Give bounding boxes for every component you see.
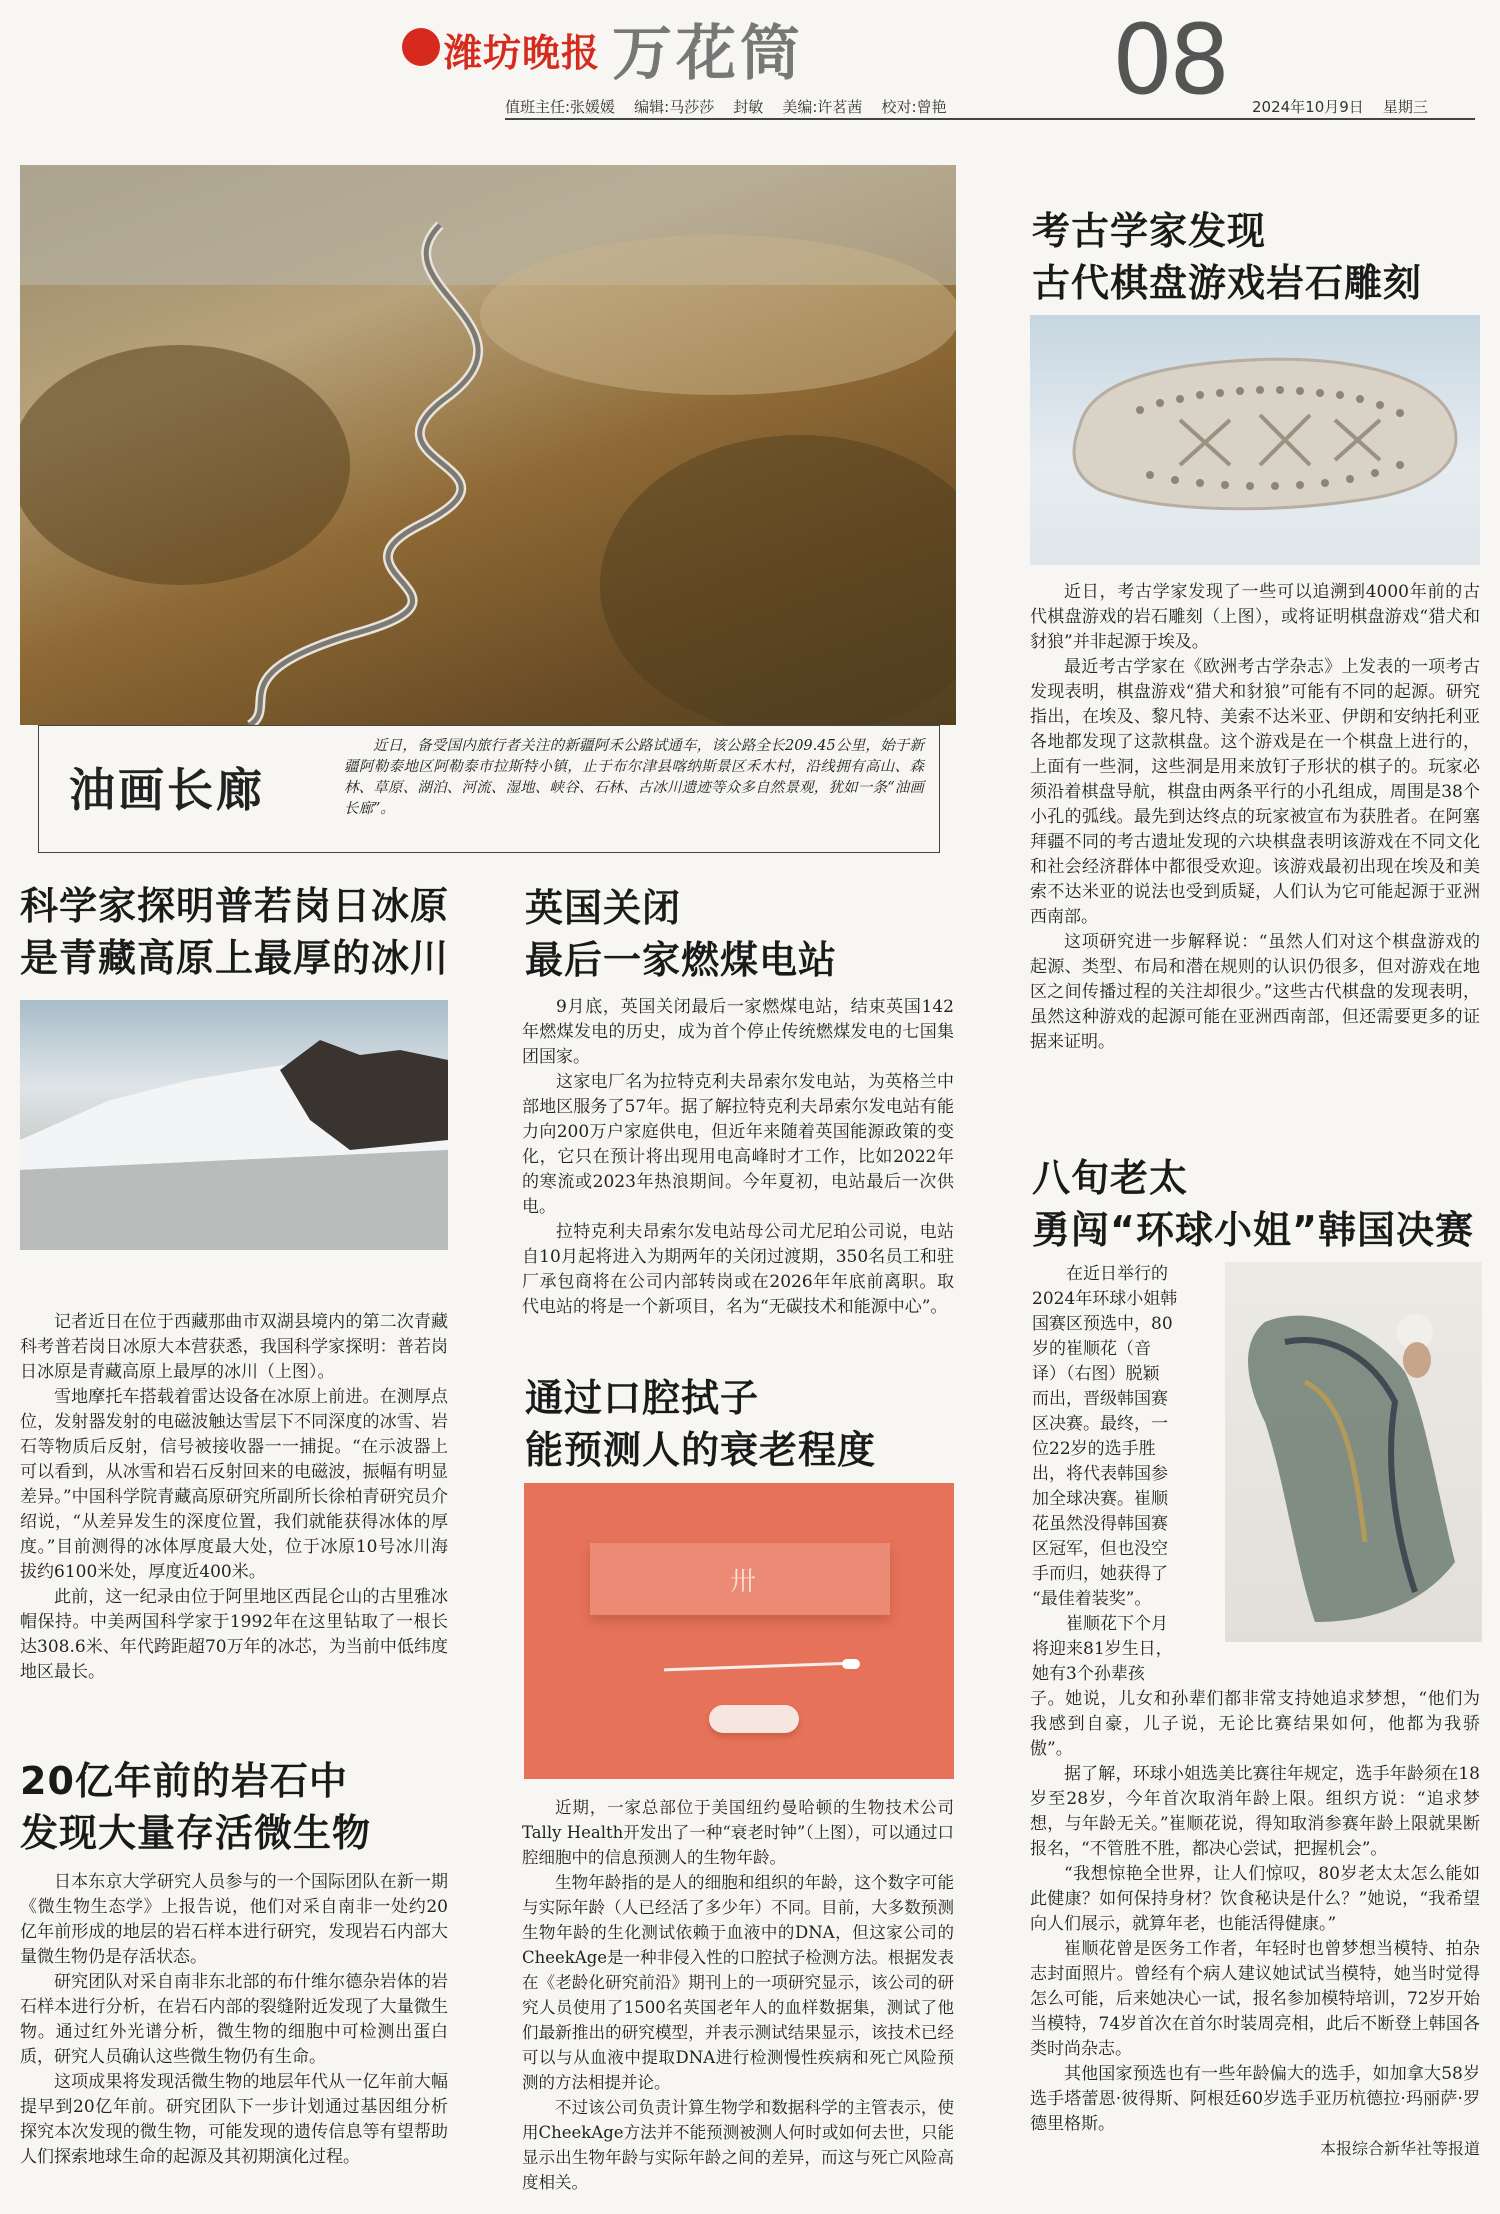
- granny-headline-2: 勇闯“环球小姐”韩国决赛: [1032, 1208, 1474, 1252]
- staff-list: [505, 96, 947, 117]
- granny-credit: 本报综合新华社等报道: [1319, 2139, 1480, 2158]
- glacier-paragraph: 此前，这一纪录由位于阿里地区西昆仑山的古里雅冰帽保持。中美两国科学家于1992年在这里钻取了一根长达308.6米、年代跨距超70万年的冰芯，为当前中低纬度地区最长。: [20, 1587, 448, 1682]
- staff-item: 值班主任:张媛媛: [505, 98, 616, 116]
- granny-lead-line: 出，将代表韩国参: [1032, 1464, 1168, 1484]
- date: 2024年10月9日: [1252, 98, 1364, 116]
- staff-item: 封敏: [733, 98, 764, 116]
- microbes-article: [20, 1755, 452, 1859]
- board-paragraph: 近日，考古学家发现了一些可以追溯到4000年前的古代棋盘游戏的岩石雕刻（上图），或将证明棋盘游戏“猎犬和豺狼”并非起源于埃及。: [1030, 582, 1480, 652]
- coal-paragraph: 9月底，英国关闭最后一家燃煤电站，结束英国142年燃煤发电的历史，成为首个停止传统燃煤发电的七国集团国家。: [522, 997, 954, 1067]
- granny-lead-line: 区冠军，但也没空: [1032, 1539, 1168, 1559]
- feature-caption: 近日，备受国内旅行者关注的新疆阿禾公路试通车，该公路全长209.45公里，始于新疆阿勒泰地区阿勒泰市拉斯特小镇，止于布尔津县喀纳斯景区禾木村，沿线拥有高山、森林、草原、湖泊、河流、湿地、峡谷、石林、古冰川遗迹等众多自然景观，犹如一条“油画长廊”。: [344, 738, 924, 817]
- glacier-paragraph: 雪地摩托车搭载着雷达设备在冰原上前进。在测厚点位，发射器发射的电磁波触达雪层下不同深度的冰雪、岩石等物质后反射，信号被接收器一一捕捉。“在示波器上可以看到，从冰雪和岩石反射回来的电磁波，振幅有明显差异。”中国科学院青藏高原研究所副所长徐柏青研究员介绍说，“从差异发生的深度位置，我们就能获得冰体的厚度。”目前测得的冰体厚度最大处，位于冰原10号冰川海拔约6100米处，厚度近400米。: [20, 1387, 448, 1582]
- microbes-paragraph: 这项成果将发现活微生物的地层年代从一亿年前大幅提早到20亿年前。研究团队下一步计划通过基因组分析探究本次发现的微生物，可能发现的遗传信息等有望帮助人们探索地球生命的起源及其初期演化过程。: [20, 2072, 448, 2167]
- swab-tip: [842, 1659, 860, 1669]
- granny-photo: [1225, 1262, 1482, 1642]
- feature-title: 油画长廊: [69, 763, 265, 817]
- masthead: [0, 0, 1500, 120]
- granny-lead-line: 区决赛。最终，一: [1032, 1414, 1168, 1434]
- microbes-paragraph: 研究团队对采自南非东北部的布什维尔德杂岩体的岩石样本进行分析，在岩石内部的裂缝附近发现了大量微生物。通过红外光谱分析，微生物的细胞中可检测出蛋白质，研究人员确认这些微生物仍有生命。: [20, 1972, 448, 2067]
- glacier-headline-2: 是青藏高原上最厚的冰川: [20, 936, 450, 980]
- glacier-paragraph: 记者近日在位于西藏那曲市双湖县境内的第二次青藏科考普若岗日冰原大本营获悉，我国科学家探明：普若岗日冰原是青藏高原上最厚的冰川（上图）。: [20, 1312, 448, 1382]
- newspaper-logo: 潍坊晚报: [444, 31, 601, 75]
- glacier-graphic: [20, 1000, 448, 1250]
- microbes-body: [20, 1870, 448, 2170]
- granny-lead-line: 手而归，她获得了: [1032, 1564, 1168, 1584]
- granny-lead: [1032, 1262, 1217, 1687]
- glacier-headline-1: 科学家探明普若岗日冰原: [20, 884, 450, 928]
- granny-article: [1032, 1152, 1482, 1256]
- swab-paragraph: 近期，一家总部位于美国纽约曼哈顿的生物技术公司Tally Health开发出了一种“衰老时钟”（上图），可以通过口腔细胞中的信息预测人的生物年龄。: [522, 1798, 954, 1867]
- newspaper-logo-icon: [402, 28, 440, 66]
- granny-lead-line: 在近日举行的: [1066, 1264, 1168, 1284]
- granny-paragraph: 子。她说，儿女和孙辈们都非常支持她追求梦想，“他们为我感到自豪，儿子说，无论比赛结果如何，他都为我骄傲”。: [1030, 1689, 1480, 1759]
- coal-paragraph: 这家电厂名为拉特克利夫昂索尔发电站，为英格兰中部地区服务了57年。据了解拉特克利夫昂索尔发电站有能力向200万户家庭供电，但近年来随着英国能源政策的变化，它只在预计将出现用电高峰时才工作，比如2022年的寒流或2023年热浪期间。今年夏初，电站最后一次供电。: [522, 1072, 954, 1217]
- feature-photo: [20, 165, 956, 725]
- granny-lead-line: 而出，晋级韩国赛: [1032, 1389, 1168, 1409]
- granny-lead-line: 位22岁的选手胜: [1032, 1439, 1156, 1459]
- microbes-headline-2: 发现大量存活微生物: [20, 1811, 372, 1855]
- swab-tube: [709, 1705, 799, 1733]
- weekday: 星期三: [1382, 98, 1428, 116]
- coal-headline-2: 最后一家燃煤电站: [525, 938, 838, 982]
- granny-lead-line: 将迎来81岁生日，: [1032, 1639, 1173, 1659]
- staff-item: 编辑:马莎莎: [634, 98, 715, 116]
- winding-road-graphic: [20, 165, 956, 725]
- granny-lead-line: 加全球决赛。崔顺: [1032, 1489, 1168, 1509]
- swab-kit-photo: [524, 1483, 954, 1779]
- granny-lead-line: 她有3个孙辈孩: [1032, 1664, 1145, 1684]
- board-body: [1030, 580, 1480, 1055]
- granny-paragraph: 据了解，环球小姐选美比赛往年规定，选手年龄须在18岁至28岁，今年首次取消年龄上限。组织方说：“追求梦想，与年龄无关。”崔顺花说，得知取消参赛年龄上限就果断报名，“不管胜不胜，都决心尝试，把握机会”。: [1030, 1764, 1480, 1859]
- swab-headline-2: 能预测人的衰老程度: [525, 1428, 877, 1472]
- granny-paragraph: 其他国家预选也有一些年龄偏大的选手，如加拿大58岁选手塔蕾恩·彼得斯、阿根廷60岁选手亚历杭德拉·玛丽萨·罗德里格斯。: [1030, 2064, 1480, 2134]
- board-game-photo: [1030, 315, 1480, 565]
- granny-lead-line: 花虽然没得韩国赛: [1032, 1514, 1168, 1534]
- issue-date: [1252, 96, 1428, 117]
- granny-lead-line: 崔顺花下个月: [1066, 1614, 1168, 1634]
- microbes-headline-1: 20亿年前的岩石中: [20, 1759, 348, 1803]
- microbes-paragraph: 日本东京大学研究人员参与的一个国际团队在新一期《微生物生态学》上报告说，他们对采自南非一处约20亿年前形成的地层的岩石样本进行研究，发现岩石内部大量微生物仍是存活状态。: [20, 1872, 448, 1967]
- glacier-photo: [20, 1000, 448, 1250]
- coal-article: [525, 882, 955, 986]
- swab-body: [522, 1795, 954, 2195]
- coal-body: [522, 995, 954, 1320]
- board-headline-1: 考古学家发现: [1032, 209, 1267, 253]
- coal-headline-1: 英国关闭: [525, 886, 682, 930]
- granny-lead-line: “最佳着装奖”。: [1032, 1589, 1152, 1609]
- board-headline-2: 古代棋盘游戏岩石雕刻: [1032, 261, 1423, 305]
- board-paragraph: 这项研究进一步解释说：“虽然人们对这个棋盘游戏的起源、类型、布局和潜在规则的认识仍很多，但对游戏在地区之间传播过程的关注却很少。”这些古代棋盘的发现表明，虽然这种游戏的起源可能在亚洲西南部，但还需要更多的证据来证明。: [1030, 932, 1480, 1052]
- granny-lead-line: 岁的崔顺花（音: [1032, 1339, 1151, 1359]
- swab-stick: [664, 1662, 854, 1672]
- coal-paragraph: 拉特克利夫昂索尔发电站母公司尤尼珀公司说，电站自10月起将进入为期两年的关闭过渡期，350名员工和驻厂承包商将在公司内部转岗或在2026年年底前离职。取代电站的将是一个新项目，名为“无碳技术和能源中心”。: [522, 1222, 954, 1317]
- model-in-gown-graphic: [1225, 1262, 1482, 1642]
- granny-paragraph: “我想惊艳全世界，让人们惊叹，80岁老太太怎么能如此健康？如何保持身材？饮食秘诀是什么？”她说，“我希望向人们展示，就算年老，也能活得健康。”: [1030, 1864, 1480, 1934]
- masthead-rule: [505, 118, 1475, 120]
- granny-headline-1: 八旬老太: [1032, 1156, 1189, 1200]
- granny-lead-line: 译）（右图）脱颖: [1032, 1364, 1160, 1384]
- stone-board-graphic: [1030, 315, 1480, 565]
- glacier-article: [20, 880, 452, 984]
- granny-body: [1030, 1687, 1480, 2161]
- swab-article: [525, 1372, 955, 1476]
- swab-paragraph: 生物年龄指的是人的细胞和组织的年龄，这个数字可能与实际年龄（人已经活了多少年）不同。目前，大多数预测生物年龄的生化测试依赖于血液中的DNA，但这家公司的CheekAge是一种非侵入性的口腔拭子检测方法。根据发表在《老龄化研究前沿》期刊上的一项研究显示，该公司的研究人员使用了1500名英国老年人的血样数据集，测试了他们最新推出的研究模型，并表示测试结果显示，该技术已经可以与从血液中提取DNA进行检测慢性疾病和死亡风险预测的方法相提并论。: [522, 1873, 954, 2092]
- feature-caption-box: [38, 725, 940, 853]
- board-paragraph: 最近考古学家在《欧洲考古学杂志》上发表的一项考古发现表明，棋盘游戏“猎犬和豺狼”可能有不同的起源。研究指出，在埃及、黎凡特、美索不达米亚、伊朗和安纳托利亚各地都发现了这款棋盘。这个游戏是在一个棋盘上进行的，上面有一些洞，这些洞是用来放钉子形状的棋子的。玩家必须沿着棋盘导航，棋盘由两条平行的小孔组成，周围是38个小孔的弧线。最先到达终点的玩家被宣布为获胜者。在阿塞拜疆不同的考古遗址发现的六块棋盘表明该游戏在不同文化和社会经济群体中都很受欢迎。该游戏最初出现在埃及和美索不达米亚的说法也受到质疑，人们认为它可能起源于亚洲西南部。: [1030, 657, 1480, 927]
- granny-lead-line: 2024年环球小姐韩: [1032, 1289, 1178, 1309]
- swab-box-mark: 卅: [730, 1567, 757, 1597]
- granny-lead-line: 国赛区预选中，80: [1032, 1314, 1173, 1334]
- swab-paragraph: 不过该公司负责计算生物学和数据科学的主管表示，使用CheekAge方法并不能预测被测人何时或如何去世，只能显示出生物年龄与实际年龄之间的差异，而这与死亡风险高度相关。: [522, 2098, 954, 2192]
- granny-paragraph: 崔顺花曾是医务工作者，年轻时也曾梦想当模特、拍杂志封面照片。曾经有个病人建议她试试当模特，她当时觉得怎么可能，后来她决心一试，报名参加模特培训，72岁开始当模特，74岁首次在首尔时装周亮相，此后不断登上韩国各类时尚杂志。: [1030, 1939, 1480, 2059]
- board-article: [1032, 205, 1482, 309]
- glacier-body: [20, 1310, 448, 1685]
- staff-item: 校对:曾艳: [881, 98, 947, 116]
- staff-item: 美编:许茗茜: [782, 98, 863, 116]
- page-number: 08: [1112, 4, 1227, 116]
- swab-headline-1: 通过口腔拭子: [525, 1376, 760, 1420]
- section-title: 万花筒: [612, 19, 804, 89]
